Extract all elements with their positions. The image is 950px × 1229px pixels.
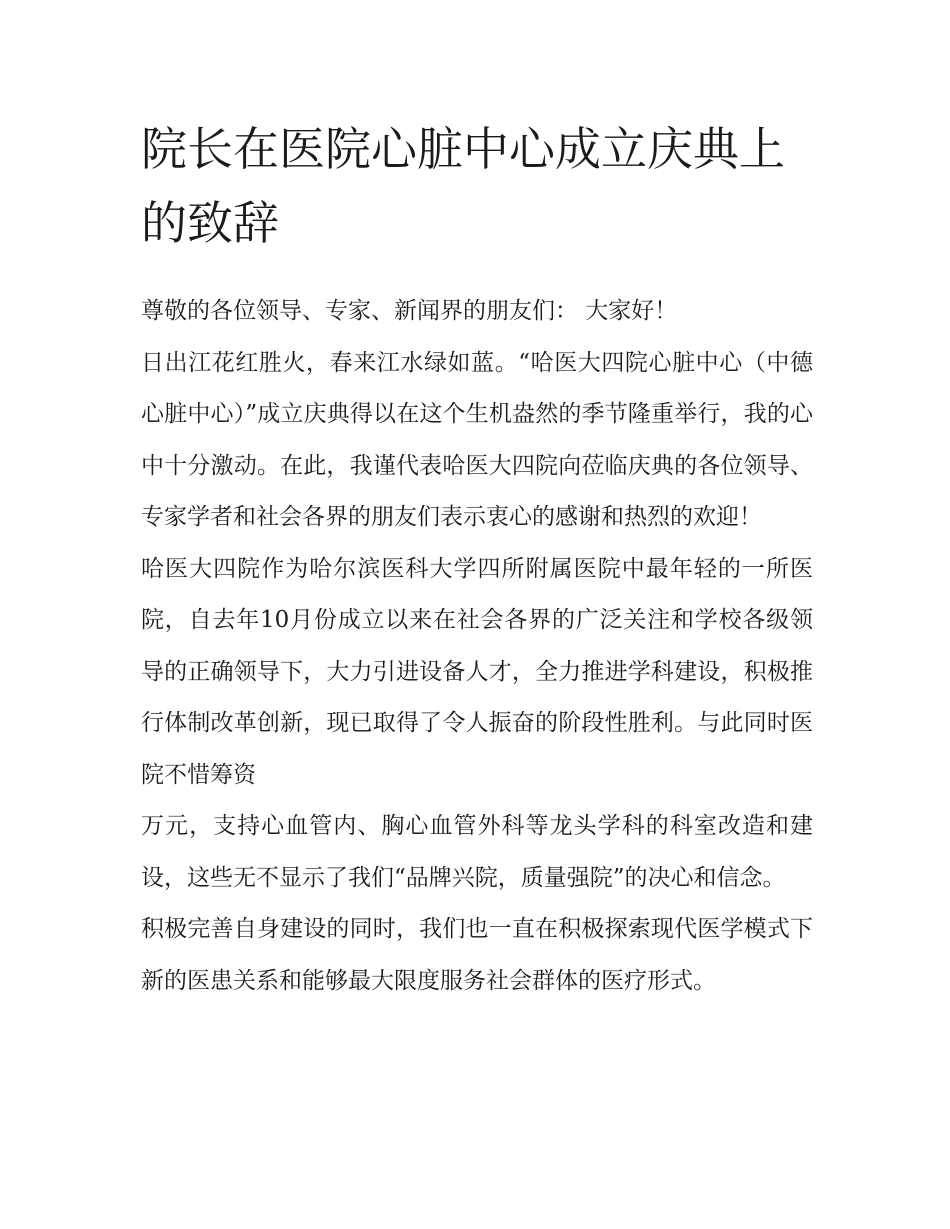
paragraph-hospital-intro: 哈医大四院作为哈尔滨医科大学四所附属医院中最年轻的一所医院，自去年10月份成立以来在社会各界的广泛关注和学校各级领导的正确领导下，大力引进设备人才，全力推进学科建设，积极推行体制改革创新，现已取得了令人振奋的阶段性胜利。与此同时医院不惜筹资 xyxy=(141,555,813,788)
paragraph-investment: 万元，支持心血管内、胸心血管外科等龙头学科的科室改造和建设，这些无不显示了我们“品牌兴院，质量强院”的决心和信念。 xyxy=(141,813,813,891)
paragraph-opening: 日出江花红胜火，春来江水绿如蓝。“哈医大四院心脏中心（中德心脏中心）”成立庆典得以在这个生机盎然的季节隆重举行，我的心中十分激动。在此，我谨代表哈医大四院向莅临庆典的各位领导、专家学者和社会各界的朋友们表示衷心的感谢和热烈的欢迎！ xyxy=(141,349,813,530)
paragraph-greeting: 尊敬的各位领导、专家、新闻界的朋友们： 大家好！ xyxy=(141,298,678,324)
paragraph-exploration: 积极完善自身建设的同时，我们也一直在积极探索现代医学模式下新的医患关系和能够最大限度服务社会群体的医疗形式。 xyxy=(141,916,813,994)
document-title: 院长在医院心脏中心成立庆典上的致辞 xyxy=(141,122,785,250)
document-body xyxy=(141,112,813,1007)
